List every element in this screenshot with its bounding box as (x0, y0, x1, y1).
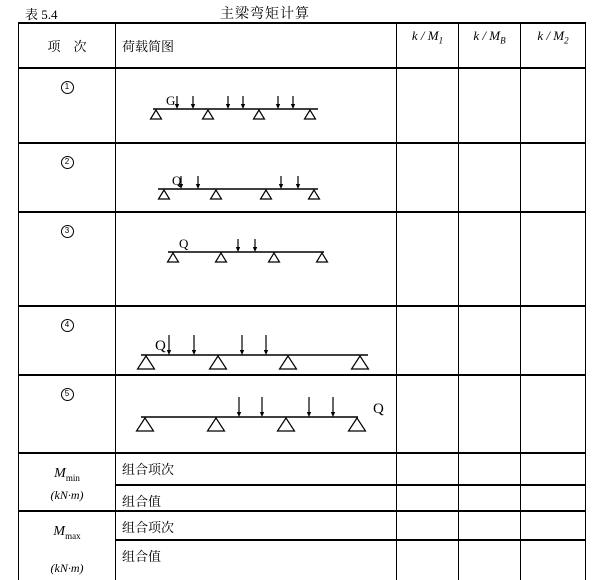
value-cell (521, 485, 586, 511)
header-item: 项 次 (19, 23, 116, 68)
load-diagram-cell-4 (116, 306, 397, 375)
svg-text:G: G (166, 93, 176, 108)
m-max-unit: (kN·m) (50, 561, 84, 576)
m-min-combo-item-label: 组合项次 (116, 453, 397, 485)
value-cell (521, 375, 586, 453)
m-max-label: $M_{max}$ (53, 523, 81, 541)
value-cell (521, 511, 586, 540)
circled-number-3: 3 (61, 225, 74, 238)
m-min-combo-item-row (19, 453, 586, 485)
load-case-row-4 (19, 306, 586, 375)
value-cell (521, 143, 586, 212)
table-number: 表 5.4 (25, 7, 58, 22)
calc-table (18, 22, 586, 580)
circled-number-2: 2 (61, 156, 74, 169)
beam-diagram-2 (116, 144, 395, 209)
load-diagram-cell-5 (116, 375, 397, 453)
value-cell (397, 68, 459, 143)
value-cell (521, 68, 586, 143)
k-m1-label: k / M (411, 28, 439, 43)
value-cell (397, 212, 459, 306)
load-diagram-cell-3 (116, 212, 397, 306)
circled-number-1: 1 (61, 81, 74, 94)
svg-text:Q: Q (155, 338, 166, 354)
value-cell (459, 453, 521, 485)
m-max-combo-item-label: 组合项次 (116, 511, 397, 540)
value-cell (521, 540, 586, 580)
beam-diagram-5 (116, 376, 395, 450)
value-cell (521, 453, 586, 485)
value-cell (459, 212, 521, 306)
m-max-combo-value-label: 组合值 (116, 540, 397, 580)
value-cell (521, 212, 586, 306)
svg-text:Q: Q (373, 401, 384, 417)
header-k-m2 (521, 23, 586, 68)
circled-number-5: 5 (61, 388, 74, 401)
header-row (19, 23, 586, 68)
load-diagram-cell-1 (116, 68, 397, 143)
m-min-label: $M_{min}$ (54, 466, 80, 483)
value-cell (459, 68, 521, 143)
circled-number-4: 4 (61, 319, 74, 332)
item-number-1 (19, 68, 116, 143)
value-cell (459, 306, 521, 375)
m-min-header-cell (19, 453, 116, 511)
header-load-diagram: 荷载简图 (116, 23, 397, 68)
k-m1-sub: 1 (438, 35, 444, 46)
load-case-row-1 (19, 68, 586, 143)
load-diagram-cell-2 (116, 143, 397, 212)
item-number-5 (19, 375, 116, 453)
value-cell (459, 540, 521, 580)
title-bar (0, 2, 611, 22)
m-min-unit: (kN·m) (50, 487, 84, 502)
value-cell (459, 485, 521, 511)
k-m2-label: k / M (537, 28, 565, 43)
item-number-2 (19, 143, 116, 212)
beam-diagram-4 (116, 307, 395, 372)
svg-text:Q: Q (179, 236, 189, 251)
m-min-combo-value-label: 组合值 (116, 485, 397, 511)
value-cell (521, 306, 586, 375)
value-cell (397, 540, 459, 580)
m-max-combo-item-row (19, 511, 586, 540)
value-cell (459, 511, 521, 540)
load-case-row-2 (19, 143, 586, 212)
item-number-3 (19, 212, 116, 306)
k-m2-sub: 2 (564, 35, 569, 46)
header-k-mb (459, 23, 521, 68)
value-cell (397, 485, 459, 511)
load-case-row-3 (19, 212, 586, 306)
value-cell (397, 511, 459, 540)
beam-diagram-1 (116, 69, 395, 140)
value-cell (459, 143, 521, 212)
item-number-4 (19, 306, 116, 375)
value-cell (397, 453, 459, 485)
value-cell (397, 306, 459, 375)
value-cell (397, 375, 459, 453)
k-mb-label: k / M (473, 28, 501, 43)
load-case-row-5 (19, 375, 586, 453)
page-title: 主梁弯矩计算 (220, 7, 310, 22)
k-mb-sub: B (500, 35, 506, 46)
header-k-m1 (397, 23, 459, 68)
value-cell (397, 143, 459, 212)
value-cell (459, 375, 521, 453)
beam-diagram-3 (116, 213, 395, 303)
m-max-header-cell (19, 511, 116, 580)
svg-text:Q: Q (172, 173, 182, 188)
